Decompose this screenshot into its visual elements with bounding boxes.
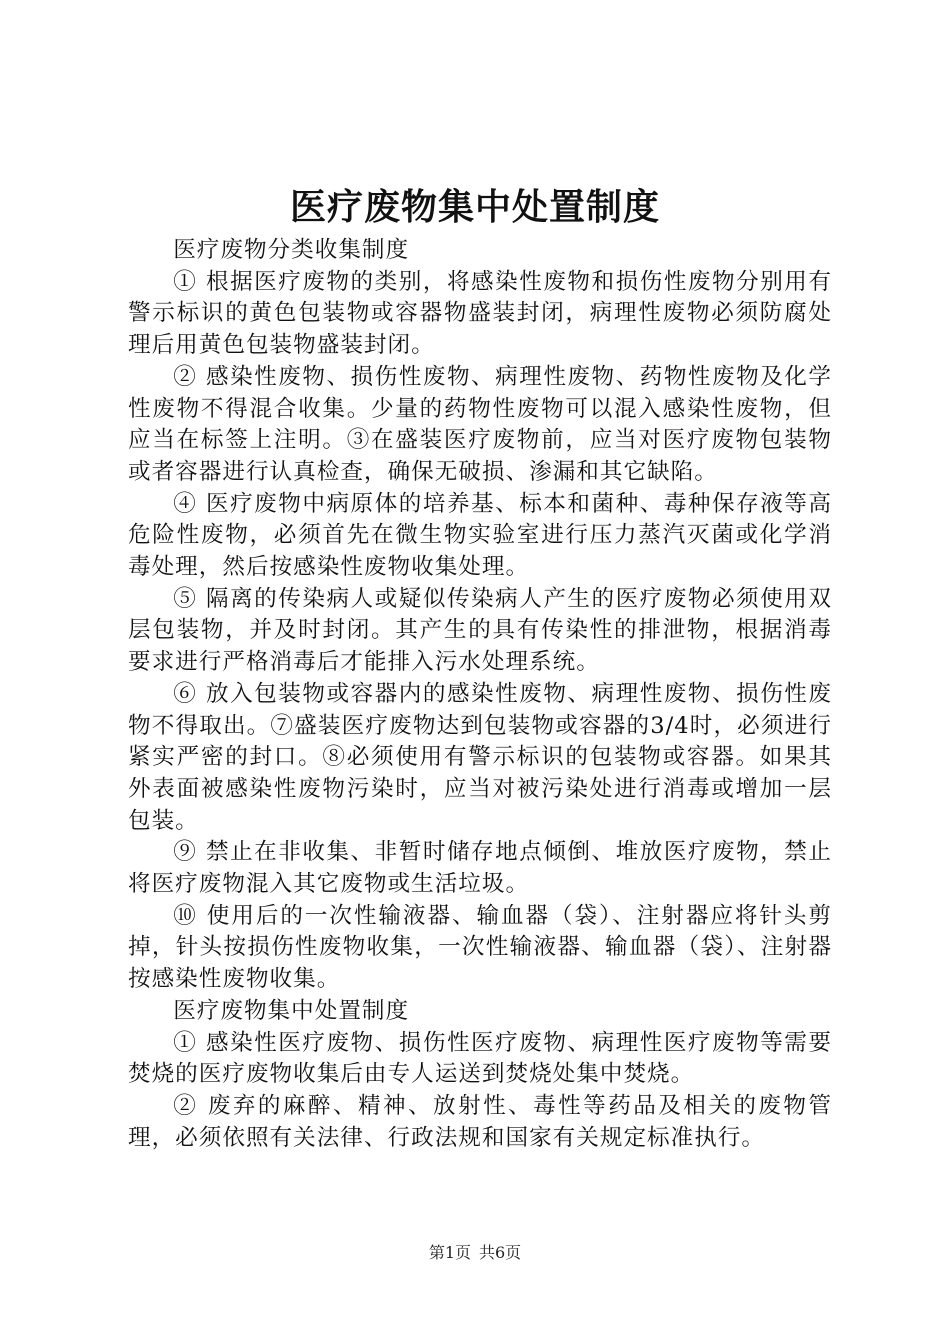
paragraph: ④ 医疗废物中病原体的培养基、标本和菌种、毒种保存液等高危险性废物，必须首先在微生物实验室进行压力蒸汽灭菌或化学消毒处理，然后按感染性废物收集处理。: [128, 490, 832, 581]
paragraph: ① 根据医疗废物的类别，将感染性废物和损伤性废物分别用有警示标识的黄色包装物或容器物盛装封闭，病理性废物必须防腐处理后用黄色包装物盛装封闭。: [128, 268, 832, 359]
page-footer: [0, 1243, 950, 1263]
paragraph: ⑨ 禁止在非收集、非暂时储存地点倾倒、堆放医疗废物，禁止将医疗废物混入其它废物或生活垃圾。: [128, 839, 832, 898]
paragraph: ① 感染性医疗废物、损伤性医疗废物、病理性医疗废物等需要焚烧的医疗废物收集后由专人运送到焚烧处集中焚烧。: [128, 1029, 832, 1088]
page-number: 第1页: [428, 1243, 471, 1262]
section-heading: 医疗废物集中处置制度: [173, 997, 410, 1024]
paragraph: ⑩ 使用后的一次性输液器、输血器（袋）、注射器应将针头剪掉，针头按损伤性废物收集，一次性输液器、输血器（袋）、注射器按感染性废物收集。: [128, 902, 832, 993]
paragraph: ⑥ 放入包装物或容器内的感染性废物、病理性废物、损伤性废物不得取出。⑦盛装医疗废物达到包装物或容器的3/4时，必须进行紧实严密的封口。⑧必须使用有警示标识的包装物或容器。如果其外表面被感染性废物污染时，应当对被污染处进行消毒或增加一层包装。: [128, 680, 832, 834]
paragraph: ② 废弃的麻醉、精神、放射性、毒性等药品及相关的废物管理，必须依照有关法律、行政法规和国家有关规定标准执行。: [128, 1092, 832, 1151]
section-heading: 医疗废物分类收集制度: [173, 237, 410, 263]
document-body: [128, 235, 832, 1154]
paragraph: ② 感染性废物、损伤性废物、病理性废物、药物性废物及化学性废物不得混合收集。少量的药物性废物可以混入感染性废物，但应当在标签上注明。③在盛装医疗废物前，应当对医疗废物包装物或者容器进行认真检查，确保无破损、渗漏和其它缺陷。: [128, 363, 832, 485]
document-title: 医疗废物集中处置制度: [289, 187, 660, 228]
page-total: 共6页: [479, 1243, 522, 1262]
paragraph: ⑤ 隔离的传染病人或疑似传染病人产生的医疗废物必须使用双层包装物，并及时封闭。其产生的具有传染性的排泄物，根据消毒要求进行严格消毒后才能排入污水处理系统。: [128, 585, 832, 676]
